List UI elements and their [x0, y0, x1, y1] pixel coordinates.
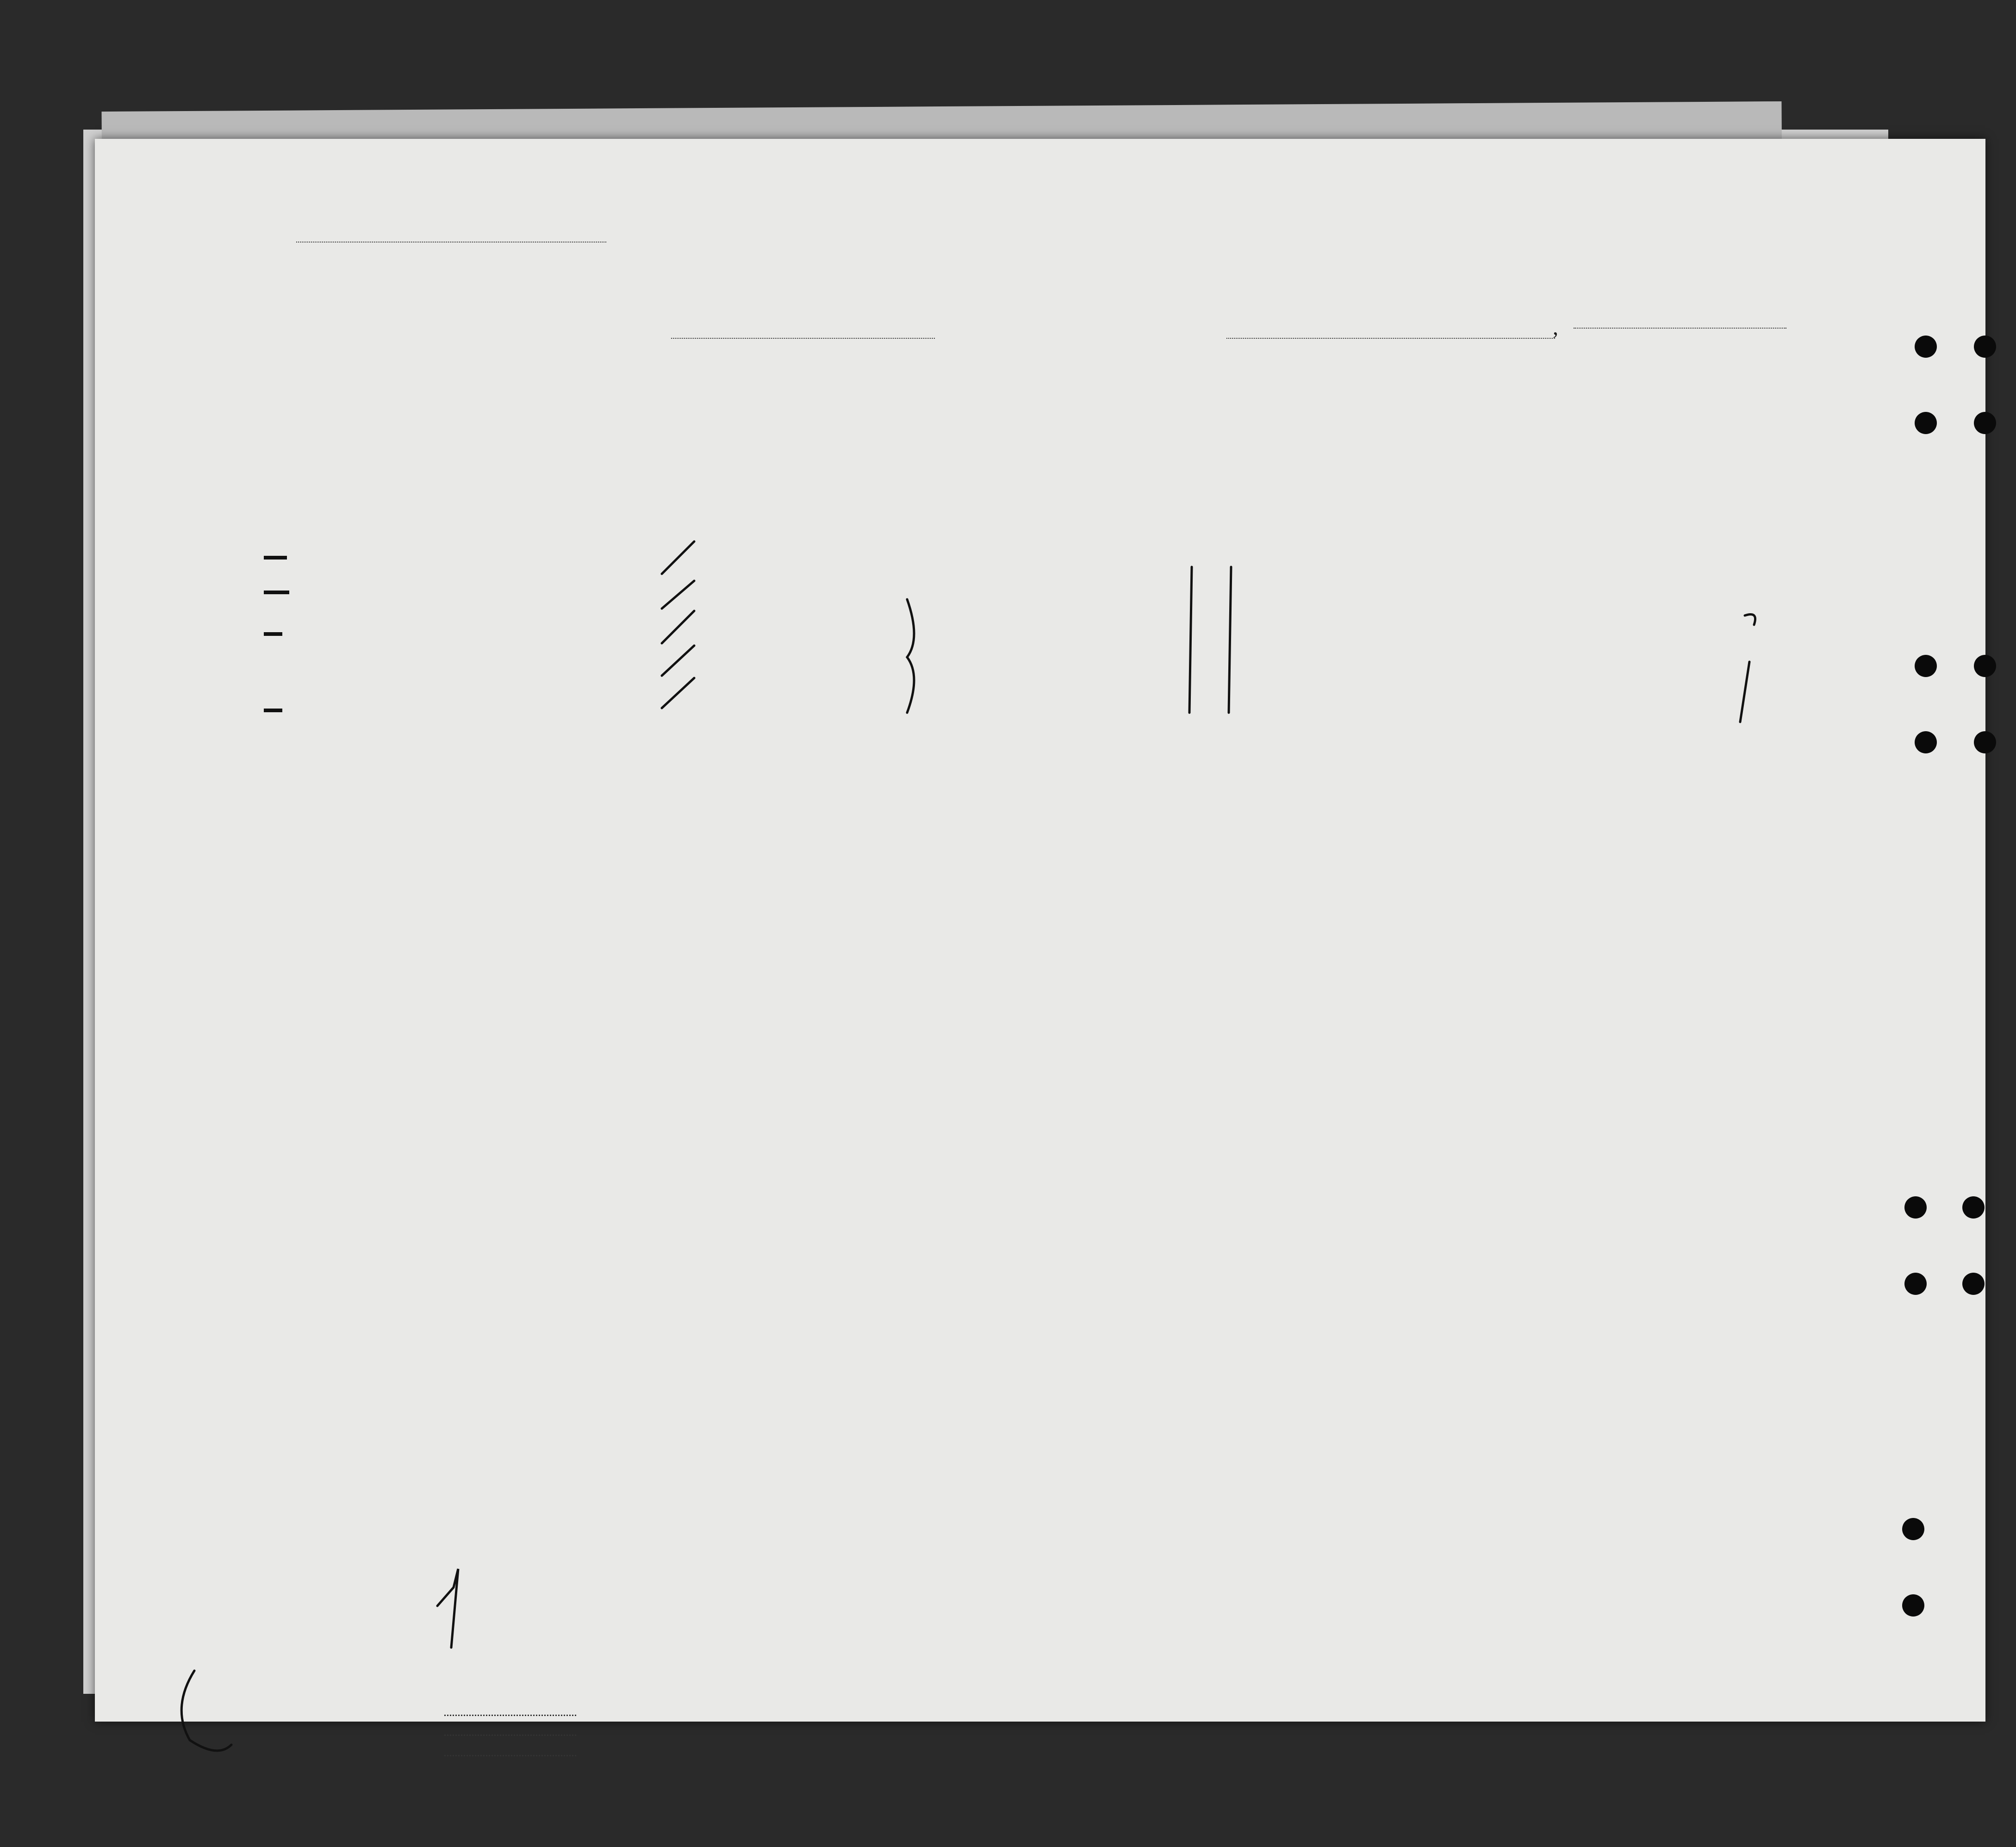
binder-hole [1962, 1196, 1985, 1219]
binder-hole [1915, 655, 1937, 677]
binder-hole [1915, 336, 1937, 358]
binder-hole [1974, 655, 1996, 677]
footer-dots-3 [444, 1755, 576, 1756]
footer-dots-1 [444, 1715, 576, 1716]
comma: , [1553, 315, 1558, 340]
binder-hole [1915, 731, 1937, 753]
binder-hole [1915, 412, 1937, 434]
footer-dots-2 [444, 1735, 576, 1736]
binder-hole [1962, 1273, 1985, 1295]
binder-hole [1974, 731, 1996, 753]
binder-hole [1902, 1518, 1924, 1540]
binder-hole [1974, 336, 1996, 358]
binder-hole [1904, 1196, 1927, 1219]
binder-hole [1902, 1594, 1924, 1617]
binder-hole [1904, 1273, 1927, 1295]
binder-hole [1974, 412, 1996, 434]
